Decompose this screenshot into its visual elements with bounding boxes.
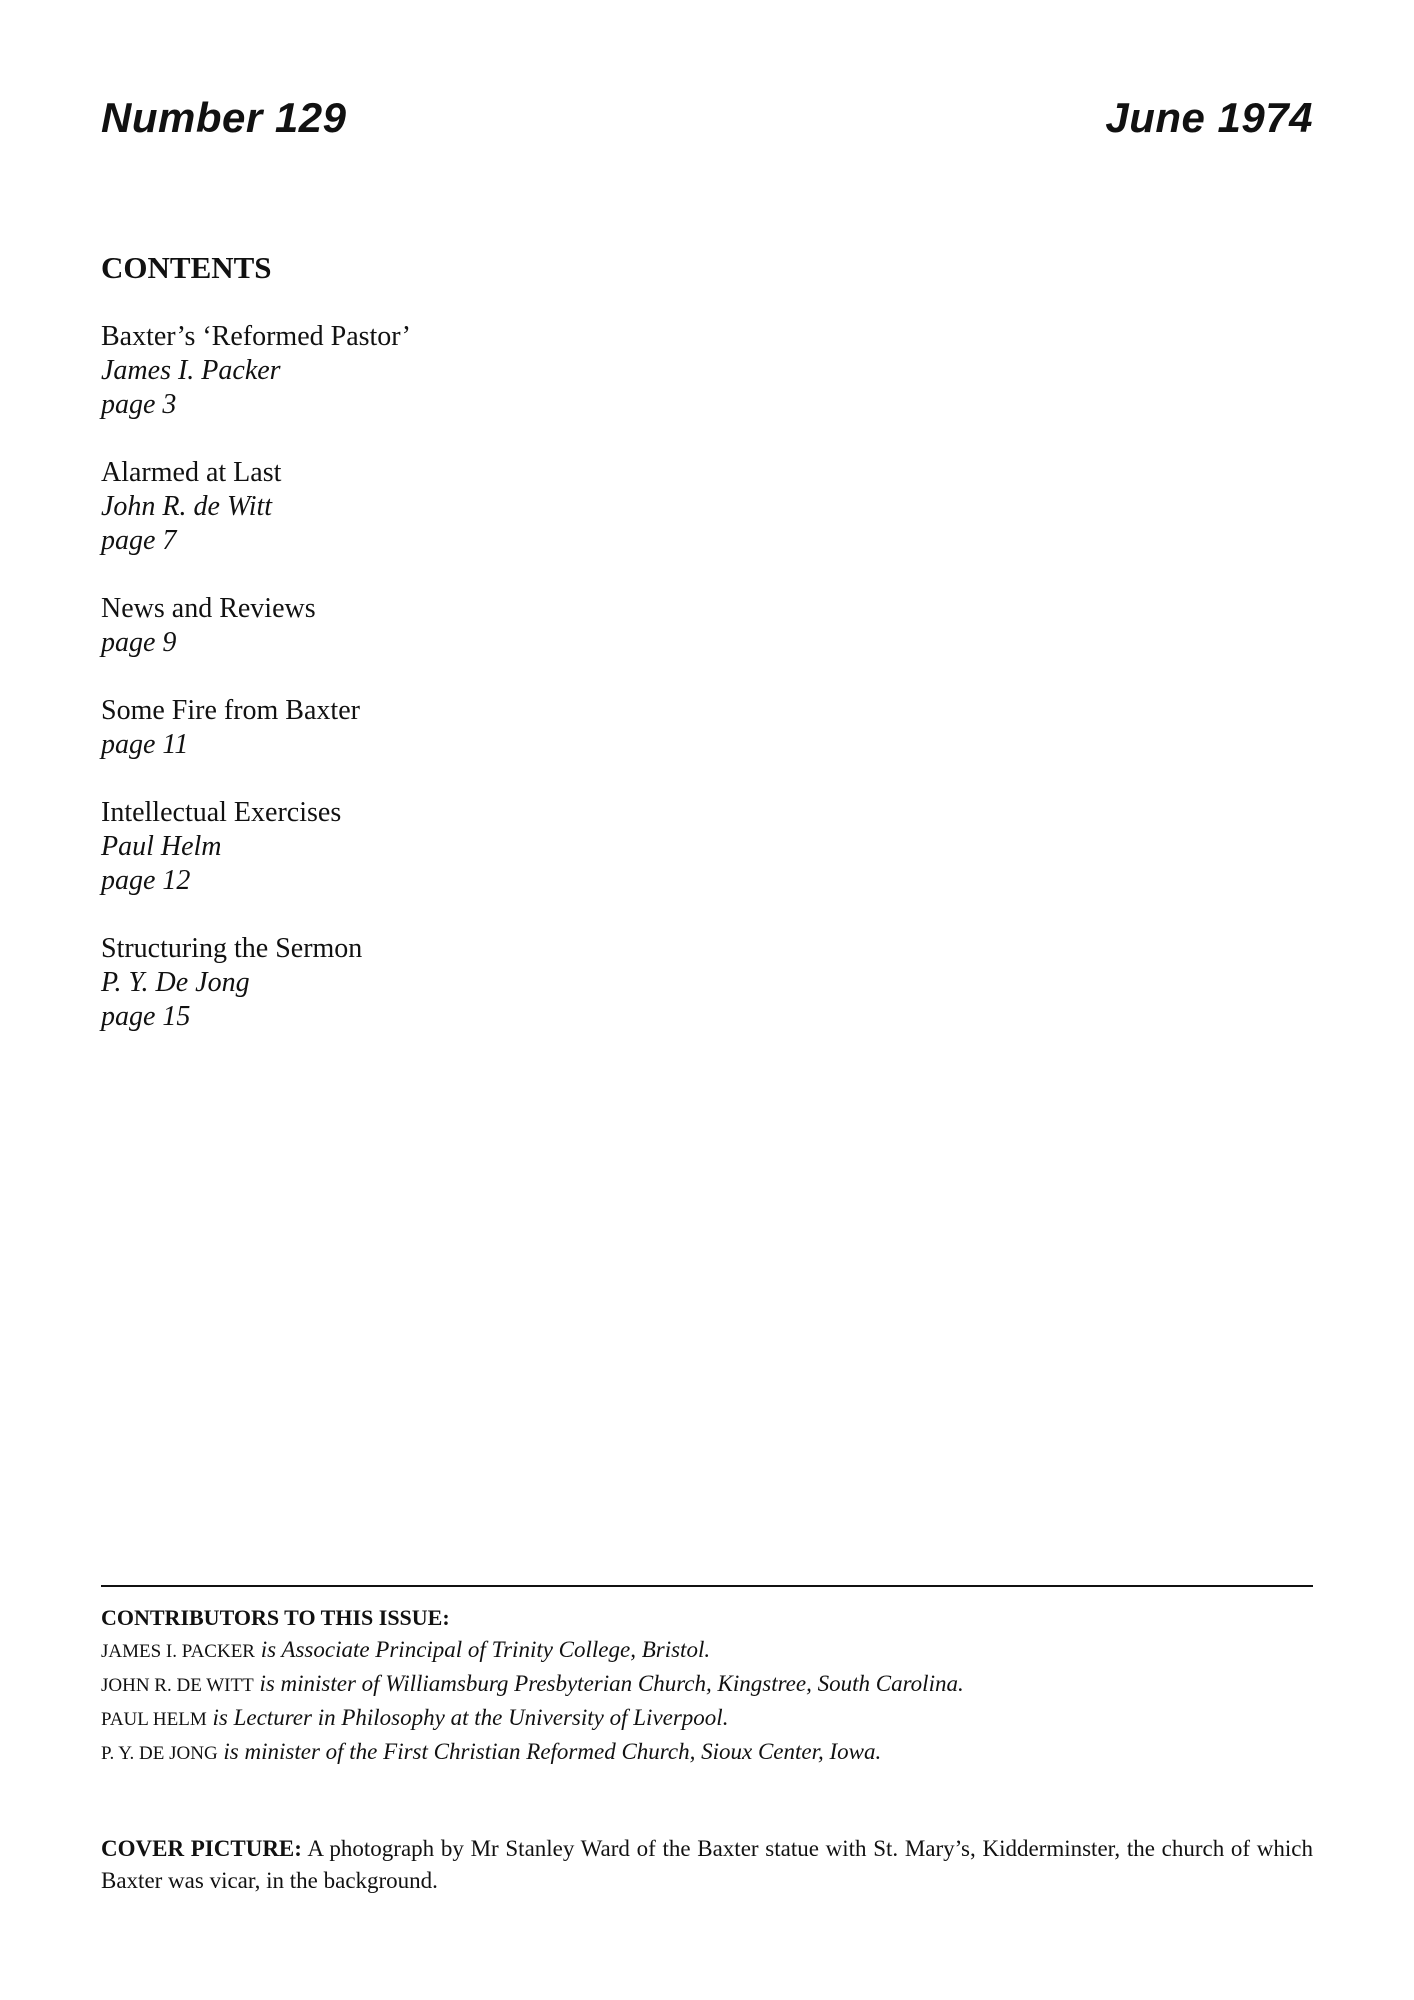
contributor-description: is minister of the First Christian Reformed Church, Sioux Center, Iowa. bbox=[223, 1739, 882, 1764]
contents-title: CONTENTS bbox=[101, 250, 272, 285]
toc-entry[interactable] bbox=[101, 320, 801, 422]
toc-entry-title: Baxter’s ‘Reformed Pastor’ bbox=[101, 321, 411, 352]
contributor-line bbox=[101, 1702, 1313, 1736]
contributor-line bbox=[101, 1736, 1313, 1770]
contributor-description: is minister of Williamsburg Presbyterian Church, Kingstree, South Carolina. bbox=[259, 1671, 964, 1696]
toc-entry[interactable] bbox=[101, 694, 801, 762]
toc-entry-author: James I. Packer bbox=[101, 355, 281, 386]
toc-entry[interactable] bbox=[101, 456, 801, 558]
toc-entry-author: John R. de Witt bbox=[101, 491, 273, 522]
contributor-name: PAUL HELM bbox=[101, 1709, 207, 1730]
contributor-description: is Associate Principal of Trinity College, Bristol. bbox=[260, 1637, 711, 1662]
issue-header bbox=[101, 88, 1313, 148]
contributor-description: is Lecturer in Philosophy at the University of Liverpool. bbox=[212, 1705, 729, 1730]
toc-entry-page: page 3 bbox=[101, 389, 177, 420]
contributor-line bbox=[101, 1634, 1313, 1668]
toc-entry-page: page 9 bbox=[101, 627, 177, 658]
cover-picture-label: COVER PICTURE: bbox=[101, 1836, 302, 1861]
table-of-contents bbox=[101, 320, 801, 1068]
toc-entry-page: page 15 bbox=[101, 1001, 191, 1032]
toc-entry[interactable] bbox=[101, 592, 801, 660]
toc-entry-title: Some Fire from Baxter bbox=[101, 695, 360, 726]
contributor-name: JAMES I. PACKER bbox=[101, 1641, 255, 1662]
toc-entry-page: page 12 bbox=[101, 865, 191, 896]
contributor-line bbox=[101, 1668, 1313, 1702]
cover-picture-note bbox=[101, 1833, 1313, 1897]
section-divider bbox=[101, 1585, 1313, 1587]
cover-picture-text: A photograph by Mr Stanley Ward of the Baxter statue with St. Mary’s, Kidderminster, the church of which Baxter was vicar, in the background. bbox=[101, 1836, 1313, 1893]
toc-entry-author: P. Y. De Jong bbox=[101, 967, 250, 998]
toc-entry[interactable] bbox=[101, 932, 801, 1034]
toc-entry-title: Structuring the Sermon bbox=[101, 933, 363, 964]
issue-number: Number 129 bbox=[101, 94, 347, 141]
toc-entry-title: News and Reviews bbox=[101, 593, 316, 624]
contributors-heading: CONTRIBUTORS TO THIS ISSUE: bbox=[101, 1605, 450, 1630]
toc-entry-page: page 11 bbox=[101, 729, 189, 760]
toc-entry-author: Paul Helm bbox=[101, 831, 222, 862]
contributor-name: P. Y. DE JONG bbox=[101, 1743, 218, 1764]
toc-entry-title: Alarmed at Last bbox=[101, 457, 282, 488]
issue-date: June 1974 bbox=[1105, 94, 1313, 141]
toc-entry-title: Intellectual Exercises bbox=[101, 797, 342, 828]
toc-entry[interactable] bbox=[101, 796, 801, 898]
contributor-name: JOHN R. DE WITT bbox=[101, 1675, 254, 1696]
contributors-section bbox=[101, 1602, 1313, 1770]
toc-entry-page: page 7 bbox=[101, 525, 177, 556]
